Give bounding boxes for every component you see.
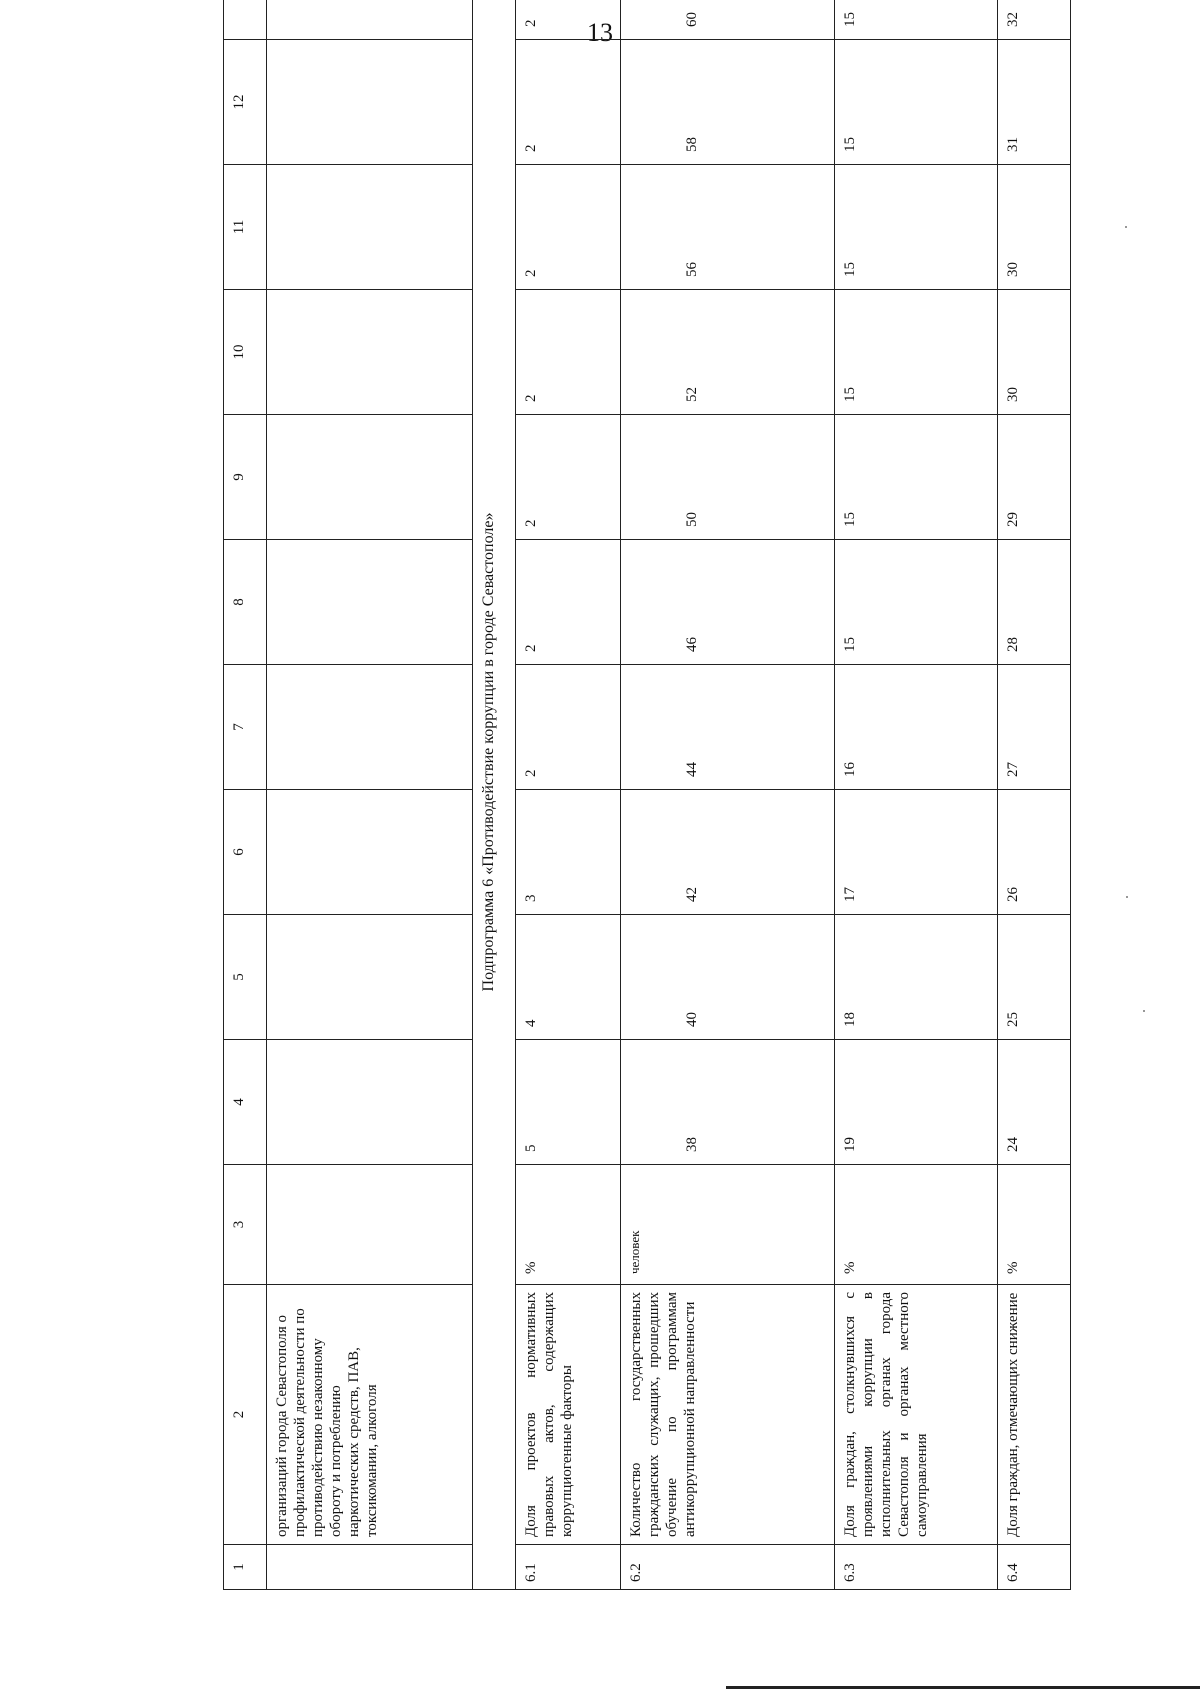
table-row xyxy=(998,0,1071,1590)
column-number-header-row xyxy=(224,0,267,1590)
table-row-continuation xyxy=(267,0,473,1590)
value-cell: 30 xyxy=(998,290,1071,415)
header-cell: 4 xyxy=(224,1040,267,1165)
subprogram-title: Подпрограмма 6 «Противодействие коррупции в городе Севастополе» xyxy=(473,0,516,1590)
value-cell: 16 xyxy=(835,665,998,790)
value-cell: 2 xyxy=(516,0,621,40)
value-cell: 38 xyxy=(621,1040,835,1165)
header-cell: 8 xyxy=(224,540,267,665)
value-cell xyxy=(267,415,473,540)
header-cell: 5 xyxy=(224,915,267,1040)
row-number-cell: 6.3 xyxy=(835,1545,998,1590)
header-cell: 3 xyxy=(224,1165,267,1285)
value-cell: 44 xyxy=(621,665,835,790)
value-cell: 60 xyxy=(621,0,835,40)
value-cell: 46 xyxy=(621,540,835,665)
value-cell: 52 xyxy=(621,290,835,415)
table-row xyxy=(835,0,998,1590)
value-cell xyxy=(267,290,473,415)
value-cell: 17 xyxy=(835,790,998,915)
value-cell: 56 xyxy=(621,165,835,290)
unit-cell: человек xyxy=(621,1165,835,1285)
value-cell: 25 xyxy=(998,915,1071,1040)
value-cell xyxy=(267,40,473,165)
value-cell: 2 xyxy=(516,165,621,290)
value-cell: 2 xyxy=(516,290,621,415)
value-cell: 2 xyxy=(516,415,621,540)
value-cell: 19 xyxy=(835,1040,998,1165)
header-cell: 2 xyxy=(224,1285,267,1545)
unit-cell: % xyxy=(998,1165,1071,1285)
value-cell: 58 xyxy=(621,40,835,165)
value-cell: 2 xyxy=(516,665,621,790)
value-cell: 42 xyxy=(621,790,835,915)
unit-cell xyxy=(267,1165,473,1285)
header-cell: 6 xyxy=(224,790,267,915)
value-cell: 2 xyxy=(516,40,621,165)
value-cell: 5 xyxy=(516,1040,621,1165)
value-cell: 27 xyxy=(998,665,1071,790)
unit-cell: % xyxy=(516,1165,621,1285)
value-cell xyxy=(267,540,473,665)
indicator-table xyxy=(223,0,1071,1590)
value-cell: 50 xyxy=(621,415,835,540)
row-number-cell: 6.4 xyxy=(998,1545,1071,1590)
value-cell xyxy=(267,1040,473,1165)
page-number: 13 xyxy=(587,18,613,47)
value-cell: 15 xyxy=(835,40,998,165)
header-cell: 11 xyxy=(224,165,267,290)
value-cell: 3 xyxy=(516,790,621,915)
value-cell: 2 xyxy=(516,540,621,665)
value-cell: 15 xyxy=(835,0,998,40)
header-cell xyxy=(224,0,267,40)
value-cell xyxy=(267,665,473,790)
header-cell: 1 xyxy=(224,1545,267,1590)
scan-speck xyxy=(1143,1010,1145,1012)
value-cell: 15 xyxy=(835,540,998,665)
value-cell: 40 xyxy=(621,915,835,1040)
value-cell: 30 xyxy=(998,165,1071,290)
value-cell: 15 xyxy=(835,415,998,540)
value-cell: 28 xyxy=(998,540,1071,665)
value-cell: 29 xyxy=(998,415,1071,540)
header-cell: 7 xyxy=(224,665,267,790)
value-cell xyxy=(267,165,473,290)
value-cell xyxy=(267,915,473,1040)
row-number-cell xyxy=(267,1545,473,1590)
value-cell: 26 xyxy=(998,790,1071,915)
value-cell: 24 xyxy=(998,1040,1071,1165)
table-row xyxy=(516,0,621,1590)
header-cell: 9 xyxy=(224,415,267,540)
value-cell xyxy=(267,0,473,40)
subprogram-title-row xyxy=(473,0,516,1590)
indicator-name-cell: Доля проектов нормативных правовых актов, содержащих коррупциогенные факторы xyxy=(516,1285,621,1545)
indicator-name-cell: Количество государственных гражданских служащих, прошедших обучение по программам антикоррупционной направленности xyxy=(621,1285,835,1545)
scan-speck xyxy=(1125,226,1127,228)
value-cell: 15 xyxy=(835,165,998,290)
indicator-name-cell: Доля граждан, отмечающих снижение xyxy=(998,1285,1071,1545)
header-cell: 10 xyxy=(224,290,267,415)
value-cell xyxy=(267,790,473,915)
indicator-name-cell: Доля граждан, столкнувшихся с проявлениями коррупции в исполнительных органах города Севастополя и органах местного самоуправления xyxy=(835,1285,998,1545)
indicator-name-cell: организаций города Севастополя о профилактической деятельности по противодействию незаконному обороту и потреблению наркотических средств, ПАВ, токсикомании, алкоголя xyxy=(267,1285,473,1545)
scan-speck xyxy=(1126,896,1128,898)
header-cell: 12 xyxy=(224,40,267,165)
value-cell: 18 xyxy=(835,915,998,1040)
value-cell: 4 xyxy=(516,915,621,1040)
table-row xyxy=(621,0,835,1590)
bottom-rule xyxy=(726,1686,1200,1689)
rotated-table-container xyxy=(223,12,1093,1590)
unit-cell: % xyxy=(835,1165,998,1285)
row-number-cell: 6.2 xyxy=(621,1545,835,1590)
value-cell: 32 xyxy=(998,0,1071,40)
row-number-cell: 6.1 xyxy=(516,1545,621,1590)
value-cell: 15 xyxy=(835,290,998,415)
value-cell: 31 xyxy=(998,40,1071,165)
